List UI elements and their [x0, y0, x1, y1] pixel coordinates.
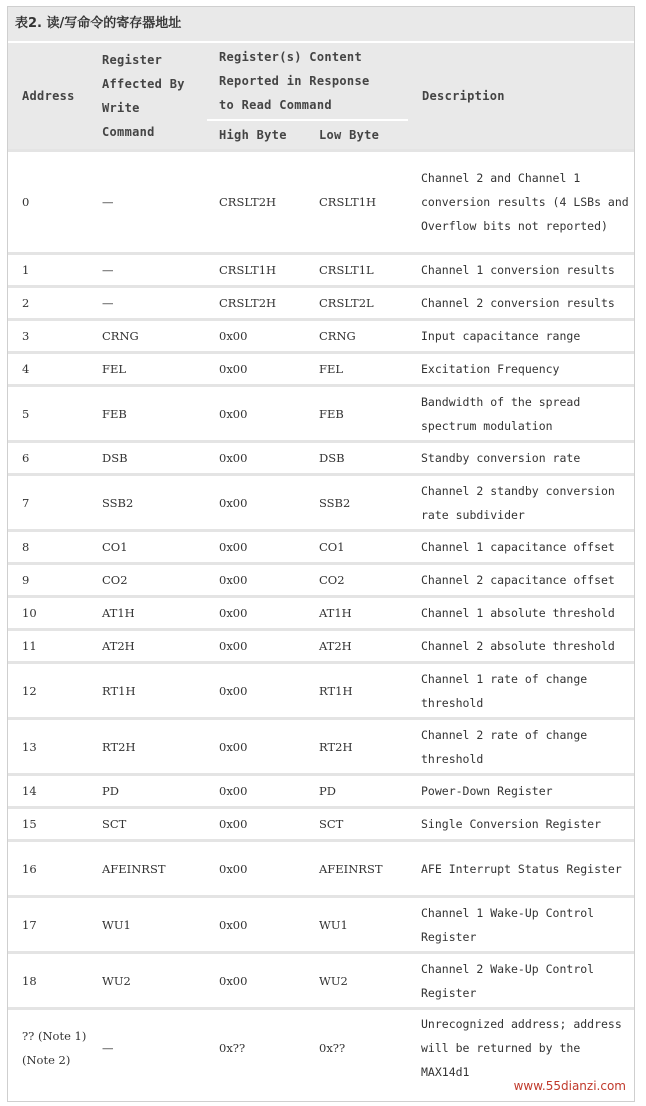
- header-row: [8, 43, 635, 120]
- header-address: Address: [8, 43, 88, 151]
- cell-description: Channel 2 conversion results: [408, 287, 635, 320]
- table-row: [8, 597, 635, 630]
- cell-high-byte: CRSLT1H: [207, 254, 307, 287]
- table-row: [8, 841, 635, 897]
- cell-write-register: FEL: [88, 353, 207, 386]
- table-row: [8, 386, 635, 442]
- table-row: [8, 630, 635, 663]
- cell-high-byte: 0x00: [207, 531, 307, 564]
- cell-write-register: AFEINRST: [88, 841, 207, 897]
- cell-high-byte: CRSLT2H: [207, 287, 307, 320]
- cell-description: Channel 1 capacitance offset: [408, 531, 635, 564]
- table-row: [8, 287, 635, 320]
- cell-address: 17: [8, 897, 88, 953]
- cell-write-register: RT1H: [88, 663, 207, 719]
- table-row: [8, 719, 635, 775]
- cell-address: 11: [8, 630, 88, 663]
- cell-description: Bandwidth of the spread spectrum modulation: [408, 386, 635, 442]
- cell-low-byte: FEL: [307, 353, 408, 386]
- cell-write-register: SSB2: [88, 475, 207, 531]
- table-row: [8, 531, 635, 564]
- register-address-table: [8, 43, 635, 1085]
- cell-low-byte: WU2: [307, 953, 408, 1009]
- cell-address: 13: [8, 719, 88, 775]
- table-body: [8, 151, 635, 1086]
- cell-address: 18: [8, 953, 88, 1009]
- header-write-line-2: Affected By: [102, 77, 185, 91]
- cell-address: 14: [8, 775, 88, 808]
- cell-high-byte: 0x00: [207, 442, 307, 475]
- header-write-line-1: Register: [102, 53, 163, 67]
- cell-address: 1: [8, 254, 88, 287]
- table-row: [8, 320, 635, 353]
- cell-low-byte: RT2H: [307, 719, 408, 775]
- cell-write-register: CRNG: [88, 320, 207, 353]
- cell-high-byte: CRSLT2H: [207, 151, 307, 254]
- cell-low-byte: CO2: [307, 564, 408, 597]
- table-row: [8, 353, 635, 386]
- cell-high-byte: 0x00: [207, 719, 307, 775]
- cell-write-register: —: [88, 287, 207, 320]
- site-watermark: www.55dianzi.com: [492, 1077, 628, 1095]
- cell-address: 16: [8, 841, 88, 897]
- cell-low-byte: CO1: [307, 531, 408, 564]
- cell-high-byte: 0x00: [207, 953, 307, 1009]
- cell-address: 2: [8, 287, 88, 320]
- cell-address: ?? (Note 1) (Note 2): [8, 1009, 88, 1086]
- cell-description: Channel 1 rate of change threshold: [408, 663, 635, 719]
- table-row: [8, 953, 635, 1009]
- cell-low-byte: AFEINRST: [307, 841, 408, 897]
- cell-description: Channel 1 Wake-Up Control Register: [408, 897, 635, 953]
- table-row: [8, 564, 635, 597]
- header-read-line-2: Reported in Response: [219, 74, 370, 88]
- cell-address: 5: [8, 386, 88, 442]
- header-read-line-1: Register(s) Content: [219, 50, 362, 64]
- header-write-register: [88, 43, 207, 151]
- cell-high-byte: 0x??: [207, 1009, 307, 1086]
- cell-low-byte: CRSLT2L: [307, 287, 408, 320]
- cell-write-register: CO2: [88, 564, 207, 597]
- cell-low-byte: CRSLT1H: [307, 151, 408, 254]
- cell-low-byte: AT2H: [307, 630, 408, 663]
- cell-high-byte: 0x00: [207, 564, 307, 597]
- cell-write-register: —: [88, 1009, 207, 1086]
- header-write-line-4: Command: [102, 125, 155, 139]
- cell-address: 6: [8, 442, 88, 475]
- cell-write-register: PD: [88, 775, 207, 808]
- cell-address: 9: [8, 564, 88, 597]
- cell-low-byte: FEB: [307, 386, 408, 442]
- table-row: [8, 442, 635, 475]
- cell-high-byte: 0x00: [207, 320, 307, 353]
- header-high-byte: High Byte: [207, 120, 307, 151]
- cell-description: Single Conversion Register: [408, 808, 635, 841]
- cell-description: Channel 1 absolute threshold: [408, 597, 635, 630]
- header-write-line-3: Write: [102, 101, 140, 115]
- cell-high-byte: 0x00: [207, 386, 307, 442]
- cell-description: Channel 2 capacitance offset: [408, 564, 635, 597]
- cell-address: 4: [8, 353, 88, 386]
- header-read-content: [207, 43, 408, 120]
- cell-low-byte: PD: [307, 775, 408, 808]
- cell-high-byte: 0x00: [207, 630, 307, 663]
- cell-high-byte: 0x00: [207, 475, 307, 531]
- cell-write-register: RT2H: [88, 719, 207, 775]
- cell-low-byte: AT1H: [307, 597, 408, 630]
- cell-write-register: FEB: [88, 386, 207, 442]
- cell-high-byte: 0x00: [207, 663, 307, 719]
- cell-low-byte: SSB2: [307, 475, 408, 531]
- cell-write-register: AT2H: [88, 630, 207, 663]
- cell-address: 3: [8, 320, 88, 353]
- cell-low-byte: WU1: [307, 897, 408, 953]
- cell-address: 7: [8, 475, 88, 531]
- header-description: Description: [408, 43, 635, 151]
- cell-address: 12: [8, 663, 88, 719]
- cell-high-byte: 0x00: [207, 897, 307, 953]
- cell-address: 15: [8, 808, 88, 841]
- cell-low-byte: SCT: [307, 808, 408, 841]
- cell-description: Input capacitance range: [408, 320, 635, 353]
- cell-write-register: DSB: [88, 442, 207, 475]
- register-table-figure: [7, 6, 635, 1102]
- cell-description: Channel 2 standby conversion rate subdivider: [408, 475, 635, 531]
- cell-high-byte: 0x00: [207, 808, 307, 841]
- cell-address: 0: [8, 151, 88, 254]
- table-row: [8, 475, 635, 531]
- cell-description: Excitation Frequency: [408, 353, 635, 386]
- cell-low-byte: 0x??: [307, 1009, 408, 1086]
- table-title: 表2. 读/写命令的寄存器地址: [8, 7, 634, 43]
- cell-low-byte: RT1H: [307, 663, 408, 719]
- cell-description: Channel 2 and Channel 1 conversion results (4 LSBs and Overflow bits not reported): [408, 151, 635, 254]
- cell-write-register: WU2: [88, 953, 207, 1009]
- table-row: [8, 775, 635, 808]
- cell-write-register: CO1: [88, 531, 207, 564]
- table-row: [8, 808, 635, 841]
- cell-high-byte: 0x00: [207, 597, 307, 630]
- header-low-byte: Low Byte: [307, 120, 408, 151]
- cell-description: Channel 2 absolute threshold: [408, 630, 635, 663]
- table-row: [8, 1009, 635, 1086]
- header-read-line-3: to Read Command: [219, 98, 332, 112]
- cell-write-register: WU1: [88, 897, 207, 953]
- cell-description: Standby conversion rate: [408, 442, 635, 475]
- cell-description: Channel 2 rate of change threshold: [408, 719, 635, 775]
- cell-write-register: SCT: [88, 808, 207, 841]
- table-row: [8, 663, 635, 719]
- cell-high-byte: 0x00: [207, 353, 307, 386]
- cell-low-byte: DSB: [307, 442, 408, 475]
- cell-address: 10: [8, 597, 88, 630]
- cell-description: AFE Interrupt Status Register: [408, 841, 635, 897]
- cell-address: 8: [8, 531, 88, 564]
- cell-description: Power-Down Register: [408, 775, 635, 808]
- cell-high-byte: 0x00: [207, 775, 307, 808]
- cell-low-byte: CRSLT1L: [307, 254, 408, 287]
- cell-low-byte: CRNG: [307, 320, 408, 353]
- cell-write-register: —: [88, 254, 207, 287]
- table-row: [8, 151, 635, 254]
- cell-write-register: —: [88, 151, 207, 254]
- cell-description: Channel 2 Wake-Up Control Register: [408, 953, 635, 1009]
- cell-high-byte: 0x00: [207, 841, 307, 897]
- table-row: [8, 897, 635, 953]
- cell-description: Channel 1 conversion results: [408, 254, 635, 287]
- table-row: [8, 254, 635, 287]
- cell-write-register: AT1H: [88, 597, 207, 630]
- cell-description: Unrecognized address; address will be returned by the MAX14d1: [408, 1009, 635, 1086]
